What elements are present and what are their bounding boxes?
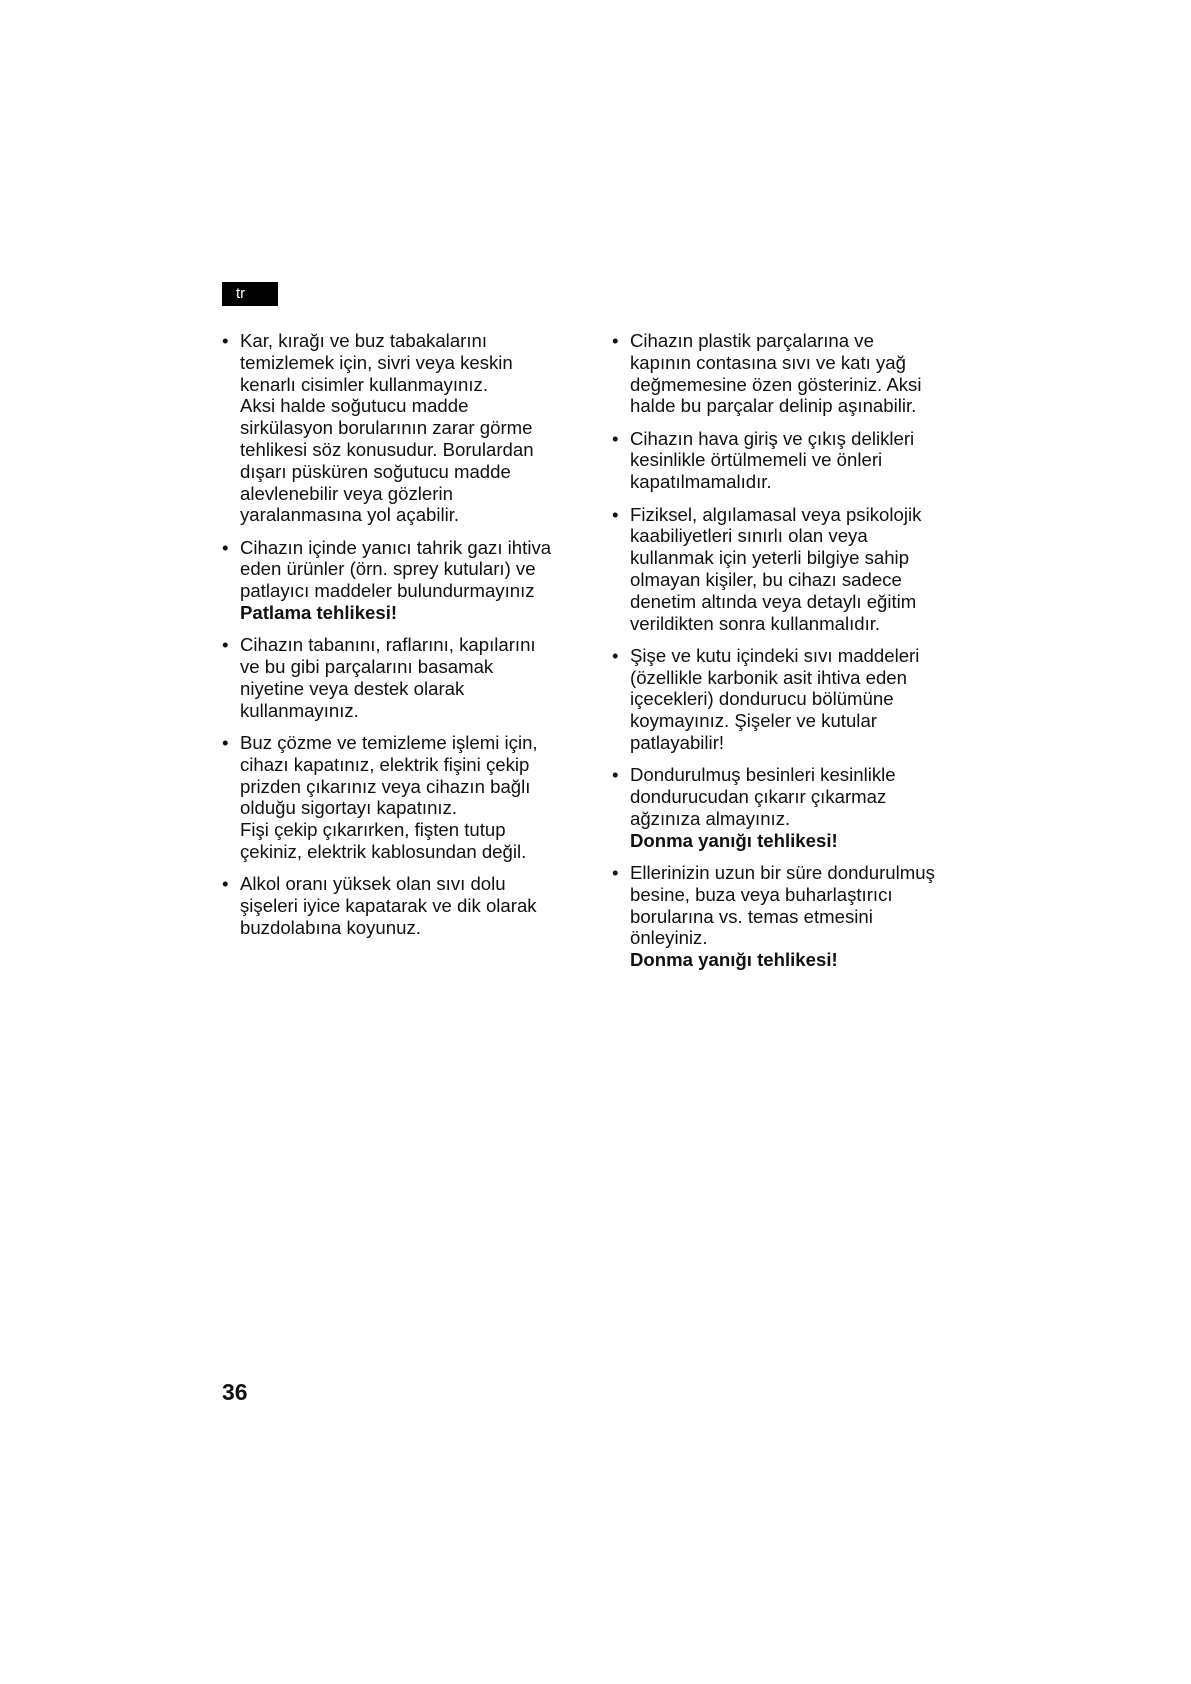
list-item xyxy=(612,428,982,493)
item-text-line: kesinlikle örtülmemeli ve önleri xyxy=(630,449,883,471)
item-text-line: Cihazın tabanını, raflarını, kapılarını xyxy=(240,634,536,656)
item-text-line: çekiniz, elektrik kablosundan değil. xyxy=(240,841,527,863)
item-text-line: buzdolabına koyunuz. xyxy=(240,916,421,938)
item-text-line: temizlemek için, sivri veya keskin xyxy=(240,351,513,373)
item-text-line: patlayıcı maddeler bulundurmayınız xyxy=(240,580,535,602)
language-tag: tr xyxy=(222,282,278,306)
item-text-line: besine, buza veya buharlaştırıcı xyxy=(630,883,893,905)
item-text-line: kapatılmamalıdır. xyxy=(630,471,772,493)
item-text-line: Cihazın plastik parçalarına ve xyxy=(630,330,874,351)
item-text-line: kaabiliyetleri sınırlı olan veya xyxy=(630,525,868,547)
item-text-line: (özellikle karbonik asit ihtiva eden xyxy=(630,666,907,688)
warning-text: Donma yanığı tehlikesi! xyxy=(630,829,838,851)
item-text-line: verildikten sonra kullanmalıdır. xyxy=(630,612,881,634)
list-item xyxy=(612,764,982,851)
item-text-line: Cihazın hava giriş ve çıkış delikleri xyxy=(630,427,915,449)
item-text-line: Cihazın içinde yanıcı tahrik gazı ihtiva xyxy=(240,536,552,558)
item-text-line: şişeleri iyice kapatarak ve dik olarak xyxy=(240,895,537,917)
item-text-line: ağzınıza almayınız. xyxy=(630,807,791,829)
item-text-line: Aksi halde soğutucu madde xyxy=(240,395,469,417)
item-text-line: dışarı püsküren soğutucu madde xyxy=(240,460,511,482)
item-text-line: içecekleri) dondurucu bölümüne xyxy=(630,688,894,710)
item-text-line: sirkülasyon borularının zarar görme xyxy=(240,417,533,439)
bullet-icon: • xyxy=(222,873,229,895)
item-text-line: koymayınız. Şişeler ve kutular xyxy=(630,710,877,732)
item-text-line: yaralanmasına yol açabilir. xyxy=(240,504,460,526)
item-text-line: ve bu gibi parçalarını basamak xyxy=(240,656,494,678)
item-text-line: kenarlı cisimler kullanmayınız. xyxy=(240,373,488,395)
item-text-line: Kar, kırağı ve buz tabakalarını xyxy=(240,330,488,351)
item-text-line: kullanmak için yeterli bilgiye sahip xyxy=(630,547,910,569)
item-text-line: denetim altında veya detaylı eğitim xyxy=(630,590,917,612)
item-text-line: Ellerinizin uzun bir süre dondurulmuş xyxy=(630,862,935,884)
list-item xyxy=(222,537,592,624)
list-item xyxy=(612,862,982,971)
item-text-line: cihazı kapatınız, elektrik fişini çekip xyxy=(240,753,530,775)
page-number: 36 xyxy=(222,1379,248,1405)
item-text-line: değmemesine özen gösteriniz. Aksi xyxy=(630,373,922,395)
warning-text: Donma yanığı tehlikesi! xyxy=(630,949,838,971)
bullet-icon: • xyxy=(612,330,619,351)
list-item xyxy=(222,873,592,938)
item-text-line: olmayan kişiler, bu cihazı sadece xyxy=(630,568,902,590)
item-text-line: halde bu parçalar delinip aşınabilir. xyxy=(630,395,917,417)
item-text-line: eden ürünler (örn. sprey kutuları) ve xyxy=(240,558,536,580)
bullet-icon: • xyxy=(612,644,619,666)
list-item xyxy=(612,504,982,635)
item-text-line: niyetine veya destek olarak xyxy=(240,677,465,699)
list-item xyxy=(612,330,982,417)
bullet-icon: • xyxy=(222,634,229,656)
item-text-line: Şişe ve kutu içindeki sıvı maddeleri xyxy=(630,644,920,666)
bullet-icon: • xyxy=(612,503,619,525)
left-column xyxy=(222,330,592,949)
item-text-line: tehlikesi söz konusudur. Borulardan xyxy=(240,438,534,460)
list-item xyxy=(612,645,982,754)
item-text-line: Fiziksel, algılamasal veya psikolojik xyxy=(630,503,922,525)
warning-text: Patlama tehlikesi! xyxy=(240,602,398,624)
bullet-icon: • xyxy=(222,330,229,351)
item-text-line: Dondurulmuş besinleri kesinlikle xyxy=(630,764,896,786)
item-text-line: kapının contasına sıvı ve katı yağ xyxy=(630,351,906,373)
item-text-line: Buz çözme ve temizleme işlemi için, xyxy=(240,732,538,754)
bullet-icon: • xyxy=(612,427,619,449)
bullet-icon: • xyxy=(612,764,619,786)
item-text-line: Alkol oranı yüksek olan sıvı dolu xyxy=(240,873,506,895)
item-text-line: olduğu sigortayı kapatınız. xyxy=(240,797,458,819)
item-text-line: kullanmayınız. xyxy=(240,699,359,721)
list-item xyxy=(222,330,592,526)
bullet-icon: • xyxy=(612,862,619,884)
bullet-icon: • xyxy=(222,732,229,754)
list-item xyxy=(222,634,592,721)
item-text-line: dondurucudan çıkarır çıkarmaz xyxy=(630,786,887,808)
item-text-line: Fişi çekip çıkarırken, fişten tutup xyxy=(240,819,506,841)
list-item xyxy=(222,732,592,863)
bullet-icon: • xyxy=(222,536,229,558)
item-text-line: borularına vs. temas etmesini xyxy=(630,905,873,927)
item-text-line: prizden çıkarınız veya cihazın bağlı xyxy=(240,775,531,797)
item-text-line: önleyiniz. xyxy=(630,927,708,949)
item-text-line: patlayabilir! xyxy=(630,732,725,754)
item-text-line: alevlenebilir veya gözlerin xyxy=(240,482,453,504)
right-column xyxy=(612,330,982,982)
